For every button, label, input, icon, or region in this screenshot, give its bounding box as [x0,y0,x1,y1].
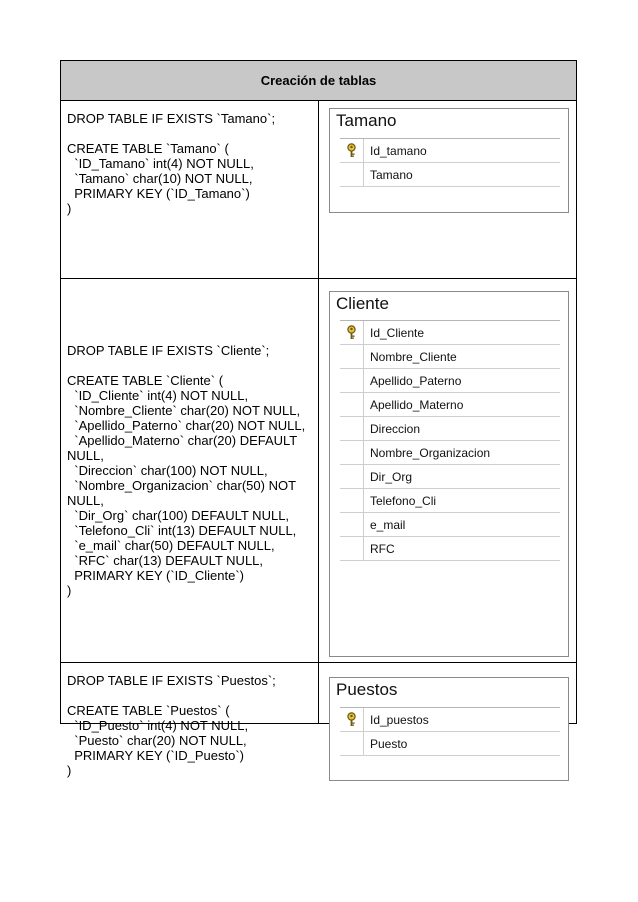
er-field-name: Dir_Org [370,469,413,484]
er-field-row [340,417,560,441]
sql-line: CREATE TABLE `Tamano` ( [67,141,229,156]
er-diagram-title: Puestos [336,680,398,699]
er-field-name: Id_tamano [370,143,427,158]
er-field-name: Id_puestos [370,712,429,727]
sql-line: `Tamano` char(10) NOT NULL, [67,171,253,186]
table-row-cliente [61,279,576,663]
sql-line: DROP TABLE IF EXISTS `Puestos`; [67,673,276,688]
er-diagram-title: Tamano [336,111,397,130]
er-key-cell [340,489,364,512]
sql-line: `ID_Cliente` int(4) NOT NULL, [67,388,249,403]
er-key-cell [340,732,364,755]
er-key-cell [340,393,364,416]
key-icon [340,708,364,731]
sql-line: `RFC` char(13) DEFAULT NULL, [67,553,264,568]
er-field-row [340,489,560,513]
sql-line: `Nombre_Cliente` char(20) NOT NULL, [67,403,301,418]
er-field-row [340,321,560,345]
er-key-cell [340,163,364,186]
er-key-cell [340,369,364,392]
sql-cell-puestos [61,663,319,778]
sql-line: `Nombre_Organizacion` char(50) NOT [67,478,297,493]
er-field-row [340,708,560,732]
er-field-list [340,138,560,187]
sql-line: CREATE TABLE `Puestos` ( [67,703,230,718]
er-field-name: Puesto [370,736,408,751]
er-field-name: Nombre_Organizacion [370,445,491,460]
sql-line [67,358,318,373]
er-field-name: RFC [370,541,395,556]
er-key-cell [340,537,364,560]
sql-line: `ID_Puesto` int(4) NOT NULL, [67,718,249,733]
schema-table [60,60,577,778]
er-field-row [340,163,560,187]
key-icon [340,139,364,162]
sql-line: NULL, [67,448,104,463]
sql-line: `Puesto` char(20) NOT NULL, [67,733,247,748]
sql-line: NULL, [67,493,104,508]
sql-line: `Apellido_Materno` char(20) DEFAULT [67,433,298,448]
er-field-name: Tamano [370,167,413,182]
table-row-puestos [61,663,576,778]
table-row-tamano [61,101,576,279]
key-icon [340,321,364,344]
er-field-row [340,537,560,561]
diagram-cell-puestos [319,663,576,751]
sql-line: `Apellido_Paterno` char(20) NOT NULL, [67,418,306,433]
sql-line: `ID_Tamano` int(4) NOT NULL, [67,156,254,171]
diagram-cell-cliente [319,279,576,662]
sql-line: PRIMARY KEY (`ID_Cliente`) [67,568,245,583]
er-field-name: e_mail [370,517,406,532]
er-field-name: Id_Cliente [370,325,425,340]
er-key-cell [340,465,364,488]
er-field-list [340,320,560,561]
diagram-cell-tamano [319,101,576,278]
er-field-row [340,465,560,489]
er-key-cell [340,513,364,536]
er-field-name: Apellido_Paterno [370,373,462,388]
er-field-name: Telefono_Cli [370,493,437,508]
table-header-title: Creación de tablas [260,73,377,88]
sql-line [67,126,318,141]
er-field-row [340,345,560,369]
er-field-row [340,393,560,417]
sql-line [67,688,318,703]
er-field-row [340,732,560,756]
sql-cell-tamano [61,101,319,278]
sql-cell-cliente [61,279,319,662]
er-diagram-puestos [329,677,569,781]
sql-line: `Telefono_Cli` int(13) DEFAULT NULL, [67,523,297,538]
sql-line: `e_mail` char(50) DEFAULT NULL, [67,538,275,553]
er-field-name: Apellido_Materno [370,397,464,412]
er-key-cell [340,441,364,464]
sql-line: DROP TABLE IF EXISTS `Tamano`; [67,111,276,126]
sql-line: ) [67,583,72,598]
er-field-row [340,139,560,163]
er-field-name: Nombre_Cliente [370,349,457,364]
er-diagram-title: Cliente [336,294,389,313]
sql-line: `Dir_Org` char(100) DEFAULT NULL, [67,508,290,523]
sql-line: CREATE TABLE `Cliente` ( [67,373,224,388]
er-key-cell [340,417,364,440]
er-field-name: Direccion [370,421,421,436]
sql-line: PRIMARY KEY (`ID_Puesto`) [67,748,245,763]
sql-line: DROP TABLE IF EXISTS `Cliente`; [67,343,270,358]
sql-line: `Direccion` char(100) NOT NULL, [67,463,268,478]
er-key-cell [340,345,364,368]
sql-line: PRIMARY KEY (`ID_Tamano`) [67,186,250,201]
er-field-list [340,707,560,756]
er-field-row [340,369,560,393]
er-field-row [340,441,560,465]
er-diagram-cliente [329,291,569,657]
table-header [61,61,576,101]
sql-line: ) [67,201,72,216]
er-diagram-tamano [329,108,569,213]
er-field-row [340,513,560,537]
sql-line: ) [67,763,72,778]
